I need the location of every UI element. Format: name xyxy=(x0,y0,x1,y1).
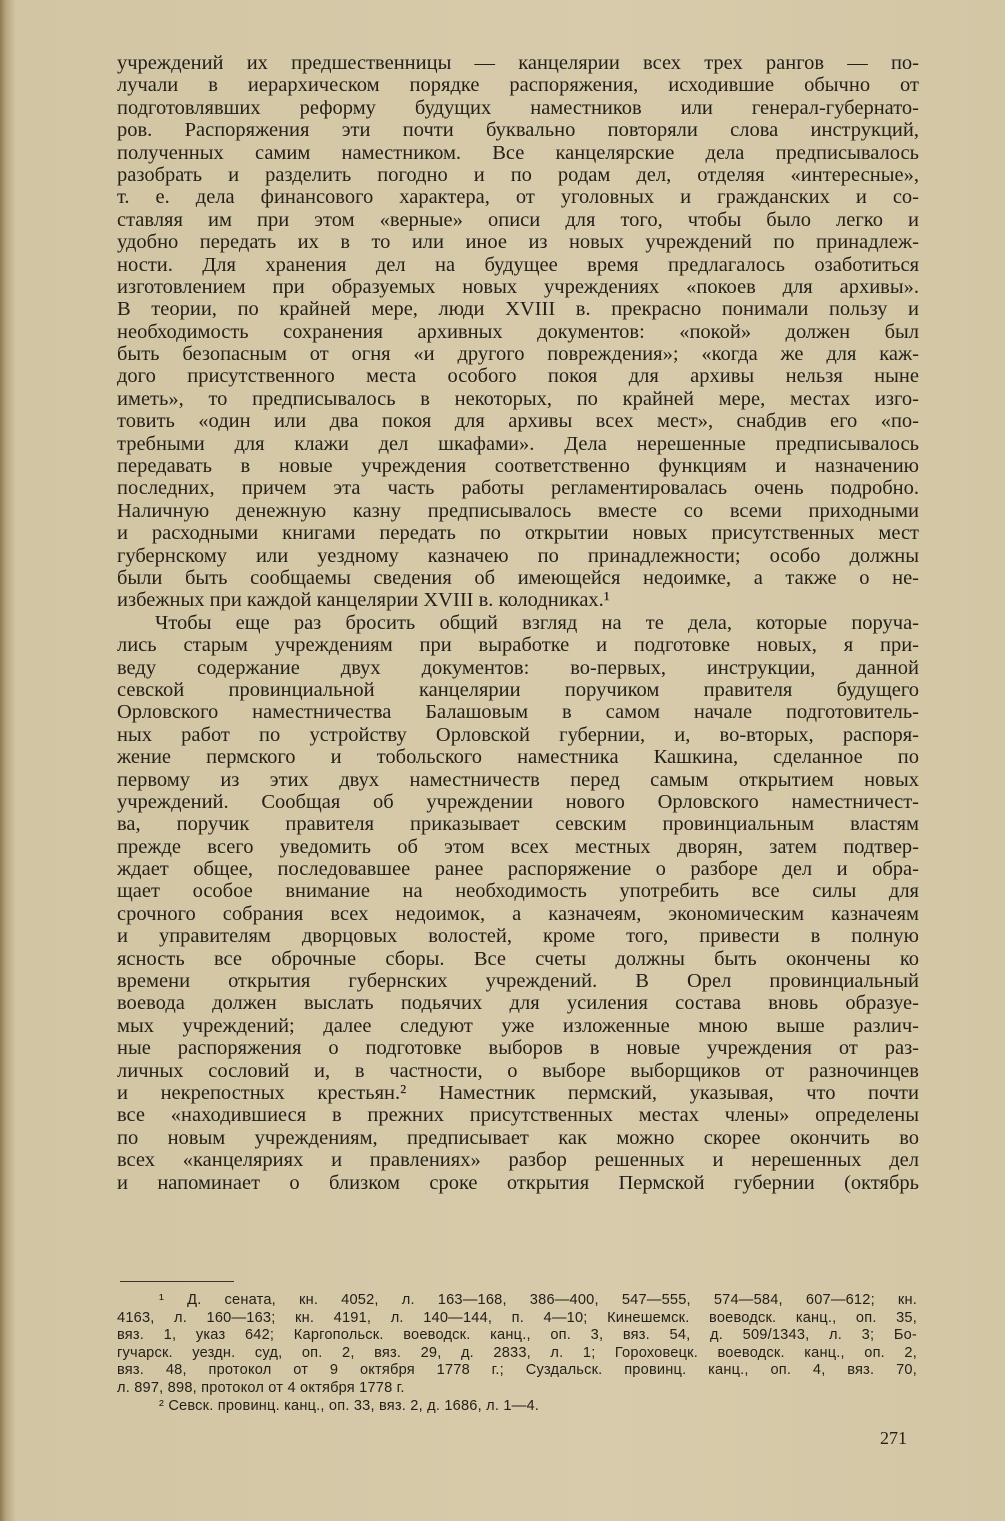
body-line: Орловского наместничества Балашовым в самом начале подготовитель- xyxy=(117,701,919,724)
body-line: иметь», то предписывалось в некоторых, по крайней мере, местах изго- xyxy=(117,387,919,410)
body-line: по новым учреждениям, предписывает как можно скорее окончить во xyxy=(117,1126,919,1149)
body-line: мых учреждений; далее следуют уже изложенные мною выше различ- xyxy=(117,1014,919,1037)
body-line: ва, поручик правителя приказывает севским провинциальным властям xyxy=(117,813,919,836)
footnote-line: вяз. 1, указ 642; Каргопольск. воеводск. канц., оп. 3, вяз. 54, д. 509/1343, л. 3; Бо- xyxy=(117,1327,917,1344)
body-line: и расходными книгами передать по открытии новых присутственных мест xyxy=(117,522,919,545)
body-line: полученных самим наместником. Все канцелярские дела предписывалось xyxy=(117,141,919,164)
body-line: необходимость сохранения архивных документов: «покой» должен был xyxy=(117,320,919,343)
body-line: срочного собрания всех недоимок, а казначеям, экономическим казначеям xyxy=(117,902,919,925)
body-line: учреждений их предшественницы — канцелярии всех трех рангов — по- xyxy=(117,52,919,74)
body-line: ров. Распоряжения эти почти буквально повторяли слова инструкций, xyxy=(117,119,919,142)
body-line: щает особое внимание на необходимость употребить все силы для xyxy=(117,880,919,903)
body-line: ности. Для хранения дел на будущее время предлагалось озаботиться xyxy=(117,253,919,276)
body-line: В теории, по крайней мере, люди XVIII в. прекрасно понимали пользу и xyxy=(117,298,919,321)
body-line: Наличную денежную казну предписывалось вместе со всеми приходными xyxy=(117,499,919,522)
body-line: разобрать и разделить погодно и по родам дел, отделяя «интересные», xyxy=(117,163,919,186)
footnote-line: гучарск. уездн. суд, оп. 2, вяз. 29, д. 2833, л. 1; Гороховецк. воеводск. канц., оп. 2, xyxy=(117,1344,917,1361)
page-number: 271 xyxy=(880,1428,907,1448)
body-line: личных сословий и, в частности, о выборе выборщиков от разночинцев xyxy=(117,1059,919,1082)
body-line: ные распоряжения о подготовке выборов в новые учреждения от раз- xyxy=(117,1037,919,1060)
body-line: губернскому или уездному казначею по принадлежности; особо должны xyxy=(117,544,919,567)
body-line: лись старым учреждениям при выработке и подготовке новых, я при- xyxy=(117,634,919,657)
body-line: лучали в иерархическом порядке распоряжения, исходившие обычно от xyxy=(117,74,919,97)
body-line: и напоминает о близком сроке открытия Пермской губернии (октябрь xyxy=(117,1171,919,1194)
footnote-divider xyxy=(120,1281,234,1282)
body-line: всех «канцеляриях и правлениях» разбор решенных и нерешенных дел xyxy=(117,1149,919,1172)
body-line: ждает общее, последовавшее ранее распоряжение о разборе дел и обра- xyxy=(117,858,919,881)
body-line: веду содержание двух документов: во-первых, инструкции, данной xyxy=(117,656,919,679)
body-line: удобно передать их в то или иное из новых учреждений по принадлеж- xyxy=(117,231,919,254)
body-line: учреждений. Сообщая об учреждении нового Орловского наместничест- xyxy=(117,790,919,813)
body-line: воевода должен выслать подьячих для усиления состава вновь образуе- xyxy=(117,992,919,1015)
body-line: были быть сообщаемы сведения об имеющейся недоимке, а также о не- xyxy=(117,566,919,589)
body-line: жение пермского и тобольского наместника Кашкина, сделанное по xyxy=(117,746,919,769)
body-line: изготовлением при образуемых новых учреждениях «покоев для архивы». xyxy=(117,275,919,298)
body-line: передавать в новые учреждения соответственно функциям и назначению xyxy=(117,455,919,478)
body-text xyxy=(117,52,919,1194)
body-line: все «находившиеся в прежних присутственных местах члены» определены xyxy=(117,1104,919,1127)
body-line: требными для клажи дел шкафами». Дела нерешенные предписывалось xyxy=(117,432,919,455)
footnote-line: ¹ Д. сената, кн. 4052, л. 163—168, 386—400, 547—555, 574—584, 607—612; кн. xyxy=(159,1292,917,1308)
body-line: подготовлявших реформу будущих наместников или генерал-губернато- xyxy=(117,96,919,119)
body-line: товить «один или два покоя для архивы всех мест», снабдив его «по- xyxy=(117,410,919,433)
footnote-line: 4163, л. 160—163; кн. 4191, л. 140—144, п. 4—10; Кинешемск. воеводск. канц., оп. 35, xyxy=(117,1309,917,1326)
body-line: Чтобы еще раз бросить общий взгляд на те дела, которые поруча- xyxy=(155,611,919,634)
footnote-line: ² Севск. провинц. канц., оп. 33, вяз. 2, д. 1686, л. 1—4. xyxy=(159,1397,540,1414)
body-line: быть безопасным от огня «и другого повреждения»; «когда же для каж- xyxy=(117,343,919,366)
body-line: последних, причем эта часть работы регламентировалась очень подробно. xyxy=(117,477,919,500)
body-line: т. е. дела финансового характера, от уголовных и гражданских и со- xyxy=(117,186,919,209)
footnote-line: вяз. 48, протокол от 9 октября 1778 г.; Суздальск. провинц. канц., оп. 4, вяз. 70, xyxy=(117,1362,917,1379)
body-line: и управителям дворцовых волостей, кроме того, привести в полную xyxy=(117,925,919,948)
body-line: ясность все оброчные сборы. Все счеты должны быть окончены ко xyxy=(117,947,919,970)
body-line: избежных при каждой канцелярии XVIII в. колодниках.¹ xyxy=(117,589,610,612)
footnotes xyxy=(117,1292,917,1415)
body-line: и некрепостных крестьян.² Наместник пермский, указывая, что почти xyxy=(117,1081,919,1104)
body-line: дого присутственного места особого покоя для архивы нельзя ныне xyxy=(117,365,919,388)
body-line: севской провинциальной канцелярии поручиком правителя будущего xyxy=(117,678,919,701)
body-line: прежде всего уведомить об этом всех местных дворян, затем подтвер- xyxy=(117,835,919,858)
body-line: ных работ по устройству Орловской губернии, и, во-вторых, распоря- xyxy=(117,723,919,746)
body-line: ставляя им при этом «верные» описи для того, чтобы было легко и xyxy=(117,208,919,231)
body-line: первому из этих двух наместничеств перед самым открытием новых xyxy=(117,768,919,791)
body-line: времени открытия губернских учреждений. В Орел провинциальный xyxy=(117,970,919,993)
footnote-line: л. 897, 898, протокол от 4 октября 1778 г. xyxy=(117,1379,405,1396)
